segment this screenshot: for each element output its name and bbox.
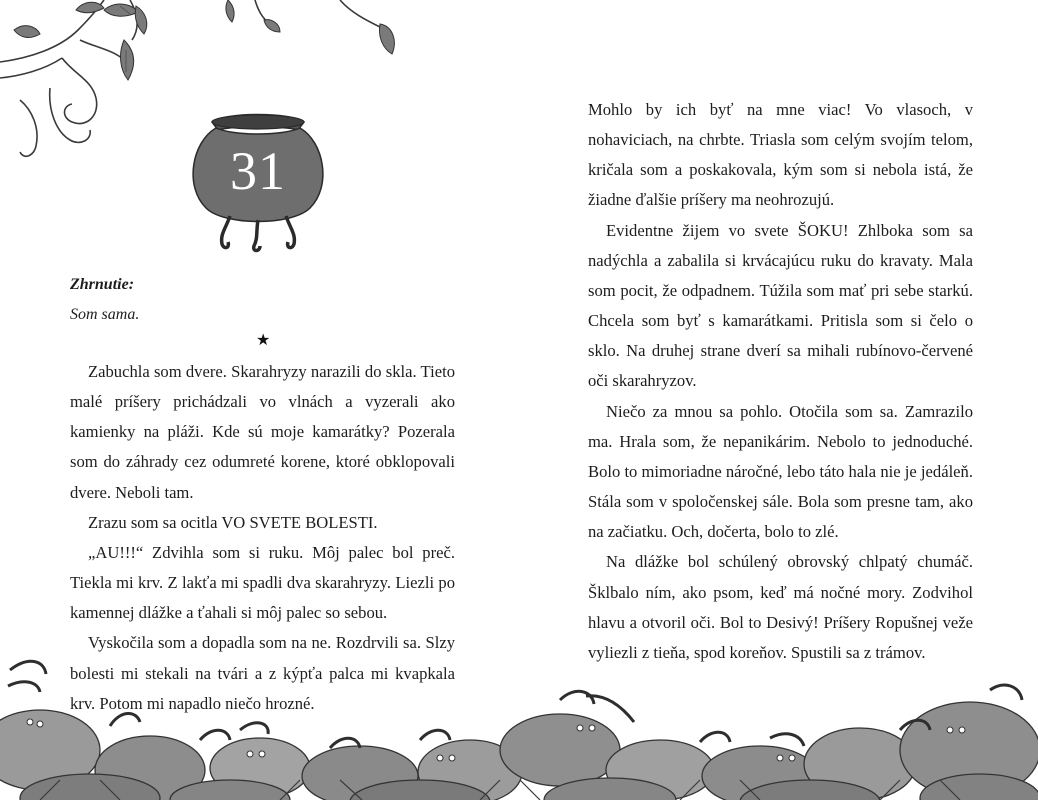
paragraph: „AU!!!“ Zdvihla som si ruku. Môj palec bol preč. Tiekla mi krv. Z lakťa mi spadli dva skarahryzy. Liezli po kamennej dlážke a ťahali si môj palec so sebou.: [70, 542, 455, 623]
right-body-text: [588, 95, 973, 668]
chapter-number: 31: [230, 141, 286, 201]
chapter-cauldron: [186, 108, 330, 254]
summary-label: Zhrnutie:: [70, 276, 135, 293]
paragraph: Zrazu som sa ocitla VO SVETE BOLESTI.: [88, 512, 378, 532]
beetle-monsters-illustration: [0, 630, 1038, 800]
paragraph: Zabuchla som dvere. Skarahryzy narazili do skla. Tieto malé príšery prichádzali vo vlnách a vyzerali ako kamienky na pláži. Kde sú moje kamarátky? Pozerala som do záhrady cez odumreté korene, ktoré obklopovali dvere. Neboli tam.: [70, 362, 455, 502]
paragraph: Evidentne žijem vo svete ŠOKU! Zhlboka som sa nadýchla a zabalila si krvácajúcu ruku do kravaty. Mala som pocit, že odpadnem. Túžila som mať pri sebe starkú. Chcela som byť s kamarátkami. Pritisla som si čelo o sklo. Na druhej strane dverí sa mihali rubínovo-červené oči skarahryzov.: [588, 220, 973, 391]
summary-text: Som sama.: [70, 306, 140, 323]
paragraph: Vyskočila som a dopadla som na ne. Rozdrvili sa. Slzy bolesti mi stekali na tvári a z kýpťa palca mi kvapkala krv. Potom mi napadlo niečo hrozné.: [70, 633, 455, 713]
paragraph: Na dlážke bol schúlený obrovský chlpatý chumáč. Šklbalo ním, ako psom, keď má nočné mory. Zodvihol hlavu a otvoril oči. Bol to Desivý! Príšery Ropušnej veže vyliezli z tieňa, spod koreňov. Spustili sa z trámov.: [588, 552, 973, 662]
paragraph: Niečo za mnou sa pohlo. Otočila som sa. Zamrazilo ma. Hrala som, že nepanikárim. Nebolo to jednoduché. Bolo to mimoriadne náročné, lebo táto hala nie je jedáleň. Stála som v spoločenskej sále. Bola som presne tam, ako na začiatku. Och, dočerta, bolo to zlé.: [588, 401, 973, 542]
star-separator: ★: [256, 332, 271, 349]
paragraph-continuation: Mohlo by ich byť na mne viac! Vo vlasoch, v nohaviciach, na chrbte. Triasla som celým svojím telom, kričala som a poskakovala, kým som si nebola istá, že žiadne ďalšie príšery ma neohrozujú.: [588, 100, 973, 210]
